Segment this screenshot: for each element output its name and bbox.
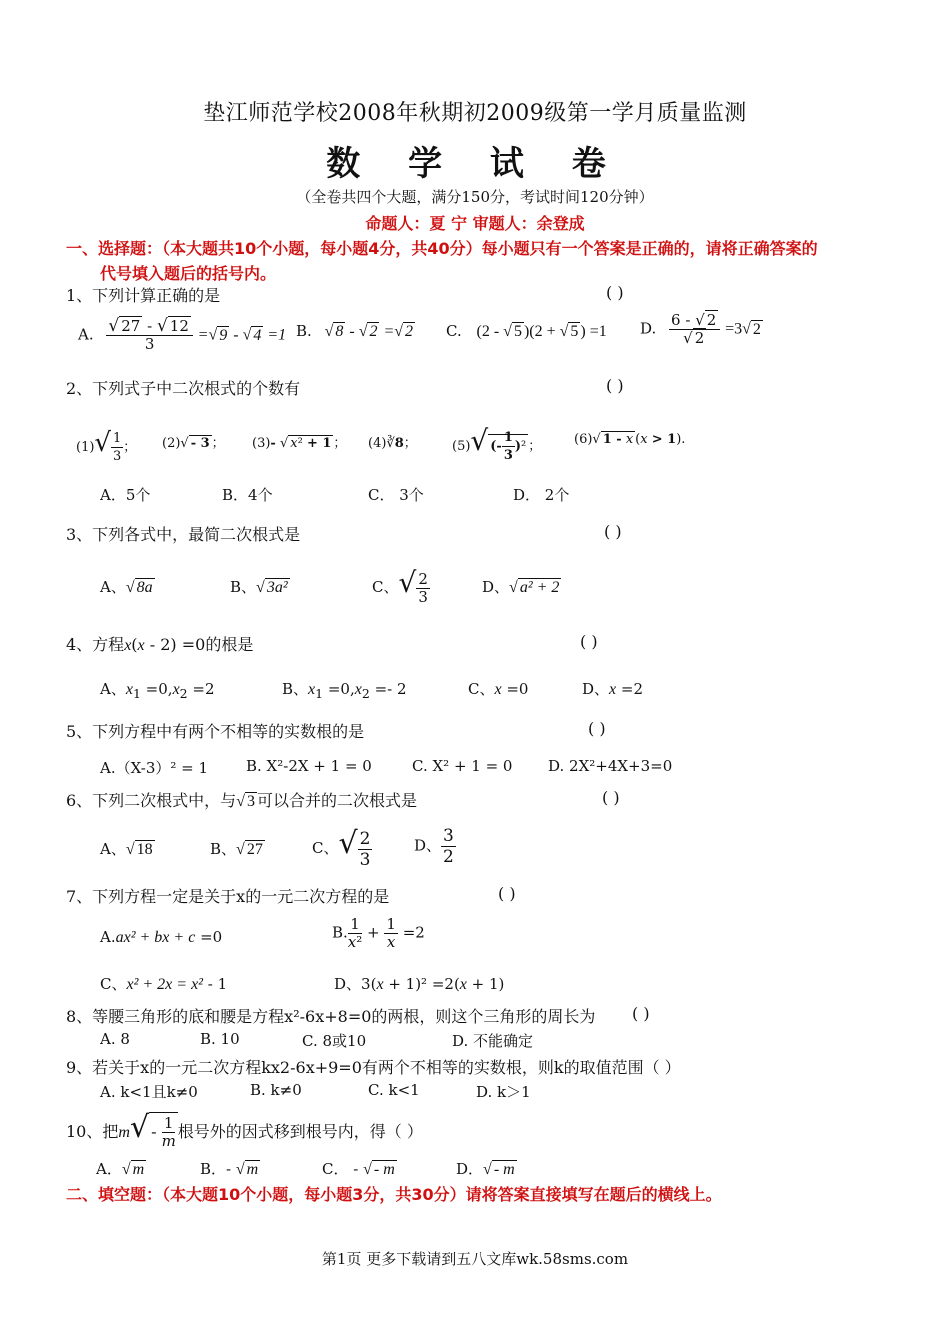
section1-heading-cont: 代号填入题后的括号内。 [100,264,277,283]
q2-item-2: (2)√ - 3 ； [162,436,225,451]
q5-stem: 5、下列方程中有两个不相等的实数根的是 [66,722,365,741]
q7-option-c: C、x² + 2x = x² - 1 [100,975,228,993]
q1-option-c-label: C. [446,322,462,340]
q4-option-c: C、x =0 [468,680,529,698]
q6-option-c: C、√ $\frac{2}{3}$ [312,826,371,870]
q4-option-b: B、$x_1 =0,x_2 =- 2$ [282,680,407,701]
q10-option-c: C． - √ - m [322,1160,395,1178]
q10-option-b: B．- √ m [200,1160,259,1178]
q1-option-c: C. (2 - √ 5 )(2 + √ 5 ) =1 [446,322,607,340]
q2-item-4: (4)∛8； [368,436,417,451]
q1-option-d: D. $\frac{6 - √ 2}{√ 2}$ =3√ 2 [640,311,761,347]
q5-option-b: B. X²-2X + 1 = 0 [246,757,372,775]
exam-subject: 数 学 试 卷 [326,144,624,184]
section1-heading: 一、选择题：（本大题共10个小题，每小题4分，共40分）每小题只有一个答案是正确的，请将正确答案的 [66,239,818,258]
exam-authors: 命题人：夏 宁 审题人：余登成 [365,214,585,233]
q10-stem: 10、把m√ - $\frac{1}{m}$ 根号外的因式移到根号内，得（ ） [66,1110,423,1150]
q9-option-d: D. k＞1 [476,1083,531,1101]
q6-option-a: A、√ 18 [100,840,153,858]
q2-item-1: (1)√ $\frac{1}{3}$ ； [76,428,137,464]
q8-stem: 8、等腰三角形的底和腰是方程x²-6x+8=0的两根，则这个三角形的周长为 [66,1007,596,1026]
q1-answer-paren: ( ) [606,283,624,302]
q8-option-d: D. 不能确定 [452,1032,534,1050]
q5-answer-paren: ( ) [588,719,606,738]
q7-option-b: B. $\frac{1}{\text{x²}}$ + $\frac{1}{x}$ =2 [332,915,425,951]
q10-option-d: D．√ - m [456,1160,515,1178]
q2-item-5: (5)√ (- $\frac{1}{3}$ )² ； [452,424,542,463]
q4-option-d: D、x =2 [582,680,644,698]
q1-option-a: A. $\frac{√ 27 - √ 12}{3}$ =√ 9 - √ 4 =1 [78,316,287,353]
q3-option-d: D、√ a² + 2 [482,578,560,596]
q3-option-a: A、√ 8a [100,578,153,596]
q3-option-c: C、√ $\frac{2}{3}$ [372,566,428,606]
exam-note: （全卷共四个大题，满分150分，考试时间120分钟） [296,188,654,206]
q8-option-a: A. 8 [100,1030,130,1048]
q6-answer-paren: ( ) [602,788,620,807]
q2-answer-paren: ( ) [606,376,624,395]
q7-answer-paren: ( ) [498,884,516,903]
q8-option-c: C. 8或10 [302,1032,367,1050]
q4-option-a: A、$x_1 =0,x_2 =2$ [100,680,215,701]
q8-option-b: B. 10 [200,1030,240,1048]
q1-option-a-label: A. [78,325,94,344]
q2-item-6: (6)√ 1 - x (x > 1). [574,432,686,447]
q5-option-a: A.（X-3）² = 1 [100,759,209,777]
q2-option-c: C． 3个 [368,486,424,504]
q6-stem: 6、下列二次根式中，与√ 3 可以合并的二次根式是 [66,791,417,810]
q4-stem: 4、方程x(x - 2) =0的根是 [66,635,254,654]
q6-option-b: B、√ 27 [210,840,263,858]
q9-option-a: A. k<1且k≠0 [100,1083,198,1101]
q9-option-c: C. k<1 [368,1081,420,1099]
q6-option-d: D、 $\frac{3}{2}$ [414,826,454,867]
section2-heading: 二、填空题：（本大题10个小题，每小题3分，共30分）请将答案直接填写在题后的横线上。 [66,1185,722,1204]
q1-stem: 1、下列计算正确的是 [66,286,221,305]
q2-item-3: (3)- √ x² + 1 ； [252,436,347,451]
q8-answer-paren: ( ) [632,1004,650,1023]
q1-option-d-label: D. [640,319,657,338]
q7-stem: 7、下列方程一定是关于x的一元二次方程的是 [66,887,390,906]
q2-option-a: A．5个 [100,486,151,504]
exam-title: 垫江师范学校2008年秋期初2009级第一学月质量监测 [203,101,747,126]
q7-option-d: D、3(x + 1)² =2(x + 1) [334,975,505,993]
q3-stem: 3、下列各式中，最简二次根式是 [66,525,301,544]
q9-option-b: B. k≠0 [250,1081,302,1099]
q5-option-c: C. X² + 1 = 0 [412,757,513,775]
q4-answer-paren: ( ) [580,632,598,651]
q7-option-a: A.ax² + bx + c =0 [100,928,223,946]
q3-option-b: B、√ 3a² [230,578,288,596]
q10-option-a: A．√ m [96,1160,145,1178]
q2-option-d: D． 2个 [513,486,570,504]
q3-answer-paren: ( ) [604,522,622,541]
q2-option-b: B．4个 [222,486,273,504]
page-footer: 第1页 更多下载请到五八文库wk.58sms.com [321,1250,629,1268]
q1-option-b: B. √ 8 - √ 2 =√ 2 [296,322,414,340]
q1-option-b-label: B. [296,322,312,340]
q5-option-d: D. 2X²+4X+3=0 [548,757,673,775]
q9-stem: 9、若关于x的一元二次方程kx2-6x+9=0有两个不相等的实数根，则k的取值范围（ ） [66,1058,681,1077]
q2-stem: 2、下列式子中二次根式的个数有 [66,379,301,398]
